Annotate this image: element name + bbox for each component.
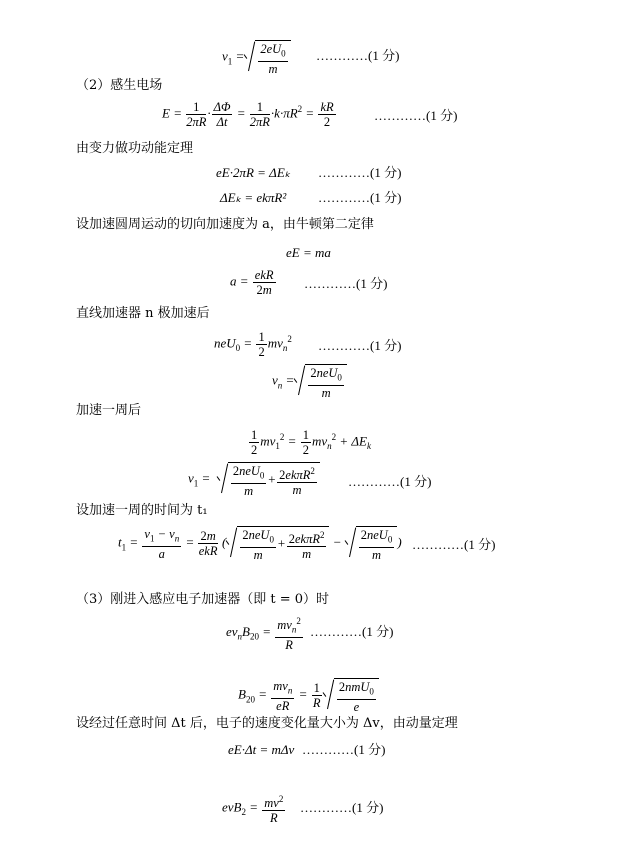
section-2-heading: （2）感生电场	[76, 78, 163, 93]
text-momentum-theorem: 设经过任意时间 Δt 后，电子的速度变化量大小为 Δv，由动量定理	[76, 716, 458, 731]
score-11: …………(1 分)	[412, 537, 496, 552]
score-12: …………(1 分)	[310, 624, 394, 639]
eq-t1: $t_1$ = $\frac{v_1 - v_n}{a}$ = $\frac{2m}{\text{ekR}}$ ( $\frac{2neU_0}{m}$ + $\frac{2ek\pi R^2}{m}$ − $\frac{2neU_0}{m}$ )	[118, 527, 402, 562]
text-work-energy: 由变力做功动能定理	[76, 141, 194, 156]
eq-impulse: eE·Δt = mΔv	[228, 742, 295, 757]
score-1: …………(1 分)	[316, 48, 400, 63]
eq-vn: $v_n$ = $\frac{2neU_0}{m}$	[272, 364, 347, 400]
text-loop-time: 设加速一周的时间为 t₁	[76, 503, 208, 518]
score-6: …………(1 分)	[304, 276, 388, 291]
eq-lorentz-initial: $ev_nB_{20}$ = $\frac{mv_n^2}{R}$	[226, 616, 301, 652]
text-tangential-acc: 设加速圆周运动的切向加速度为 a，由牛顿第二定律	[76, 217, 374, 232]
text-linear-accelerator: 直线加速器 n 极加速后	[76, 306, 210, 321]
score-4: …………(1 分)	[318, 190, 402, 205]
text-after-one-loop: 加速一周后	[76, 403, 142, 418]
eq-linear-energy: neU$_0$ = $\frac{1}{2}$ $mv_n^2$	[214, 330, 292, 359]
eq-v1-after: $v_1$ = $\frac{2neU_0}{m}$ + $\frac{2ek\pi R^2}{m}$	[188, 462, 320, 498]
score-15: …………(1 分)	[300, 800, 384, 815]
eq-newton: eE = ma	[286, 245, 331, 260]
score-3: …………(1 分)	[318, 165, 402, 180]
eq-E-field: E = $\frac{1}{2\pi R}$ · $\frac{\Delta\Phi}{\Delta t}$ = $\frac{1}{2\pi R}$ $\cdot k\cdot\pi R^2$ = $\frac{kR}{2}$	[162, 100, 334, 129]
eq-B20: $B_{20}$ = $\frac{mv_n}{eR}$ = $\frac{1}{R}$ $\frac{2nmU_0}{e}$	[238, 678, 379, 714]
section-3-heading: （3）刚进入感应电子加速器（即 t = 0）时	[76, 592, 330, 607]
score-2: …………(1 分)	[374, 108, 458, 123]
eq-work: eE·2πR = ΔEₖ	[216, 165, 291, 180]
eq-lorentz-general: evB$_2$ = $\frac{mv^2}{R}$	[222, 794, 284, 826]
score-14: …………(1 分)	[302, 742, 386, 757]
score-7: …………(1 分)	[318, 338, 402, 353]
score-10: …………(1 分)	[348, 474, 432, 489]
eq-acceleration: a = $\frac{\text{ekR}}{2m}$	[230, 268, 274, 297]
eq-energy-loop: $\frac{1}{2}$ $mv_1^2$ = $\frac{1}{2}$ $mv_n^2 + \Delta E_k$	[251, 428, 371, 457]
eq-delta-ek: ΔEₖ = ekπR²	[220, 190, 287, 205]
eq-v1-initial: $v_1$ = $\frac{2eU_0}{m}$	[222, 40, 291, 76]
